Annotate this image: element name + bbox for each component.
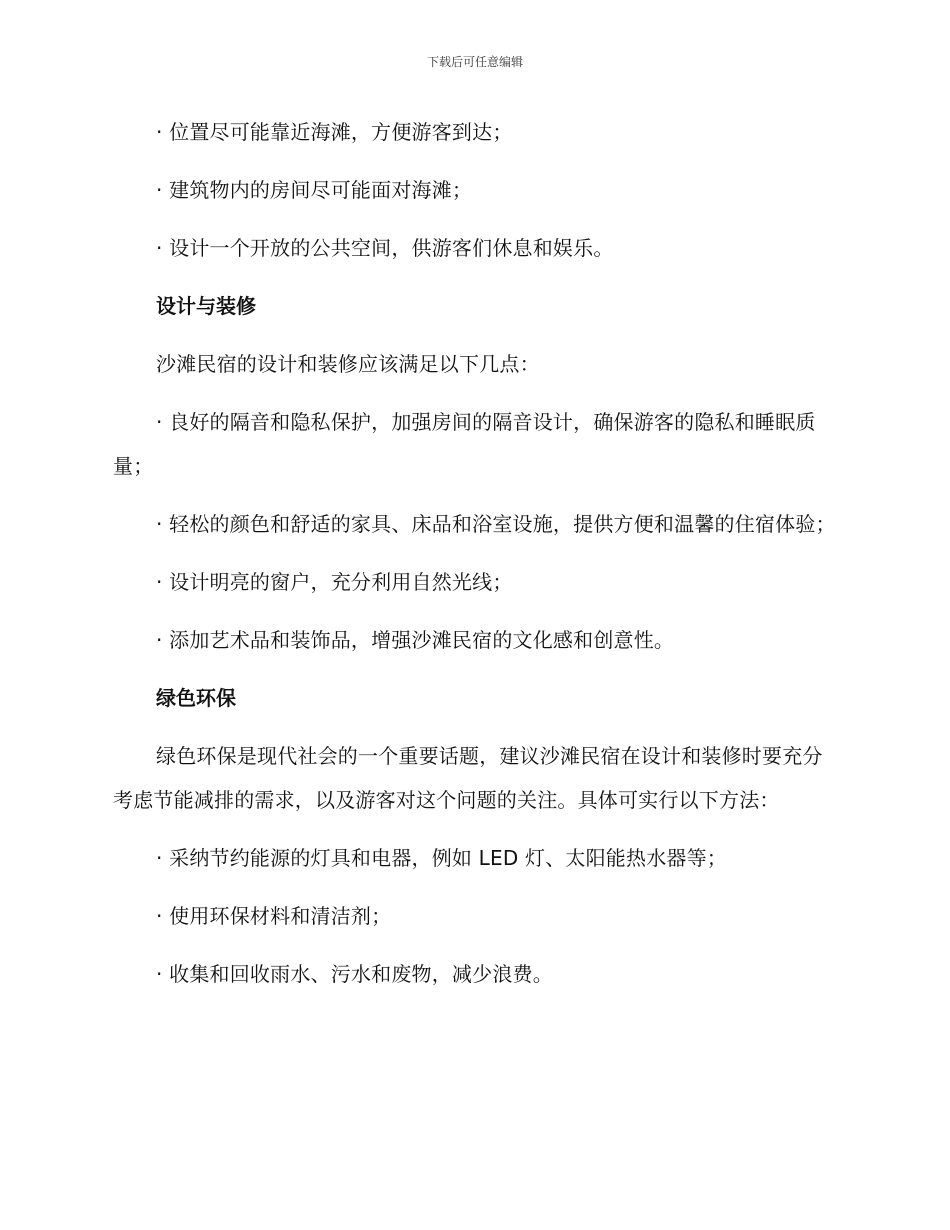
spacer [113, 154, 838, 168]
spacer [113, 938, 838, 952]
paragraph: 沙滩民宿的设计和装修应该满足以下几点： [156, 352, 540, 376]
bullet-item: · 轻松的颜色和舒适的家具、床品和浴室设施，提供方便和温馨的住宿体验； [156, 512, 836, 536]
spacer [113, 604, 838, 618]
bullet-item: · 使用环保材料和清洁剂； [156, 904, 392, 928]
section-heading: 设计与装修 [156, 294, 256, 318]
spacer [113, 720, 838, 734]
section-heading: 绿色环保 [156, 686, 236, 710]
spacer [113, 822, 838, 836]
document-body [113, 110, 838, 996]
bullet-item: · 建筑物内的房间尽可能面对海滩； [156, 178, 473, 202]
bullet-item: · 良好的隔音和隐私保护，加强房间的隔音设计，确保游客的隐私和睡眠质量； [113, 410, 816, 478]
spacer [113, 546, 838, 560]
bullet-item: · 设计一个开放的公共空间，供游客们休息和娱乐。 [156, 236, 614, 260]
bullet-item: · 收集和回收雨水、污水和废物，减少浪费。 [156, 962, 553, 986]
spacer [113, 880, 838, 894]
bullet-item: · 采纳节约能源的灯具和电器，例如 LED 灯、太阳能热水器等； [156, 846, 728, 870]
bullet-item: · 设计明亮的窗户，充分利用自然光线； [156, 570, 513, 594]
page-header: 下载后可任意编辑 [426, 55, 523, 69]
paragraph: 绿色环保是现代社会的一个重要话题，建议沙滩民宿在设计和装修时要充分考虑节能减排的需求，以及游客对这个问题的关注。具体可实行以下方法： [113, 744, 823, 812]
bullet-item: · 位置尽可能靠近海滩，方便游客到达； [156, 120, 513, 144]
spacer [113, 212, 838, 226]
spacer [113, 270, 838, 284]
spacer [113, 662, 838, 676]
spacer [113, 488, 838, 502]
spacer [113, 386, 838, 400]
spacer [113, 328, 838, 342]
bullet-item: · 添加艺术品和装饰品，增强沙滩民宿的文化感和创意性。 [156, 628, 675, 652]
